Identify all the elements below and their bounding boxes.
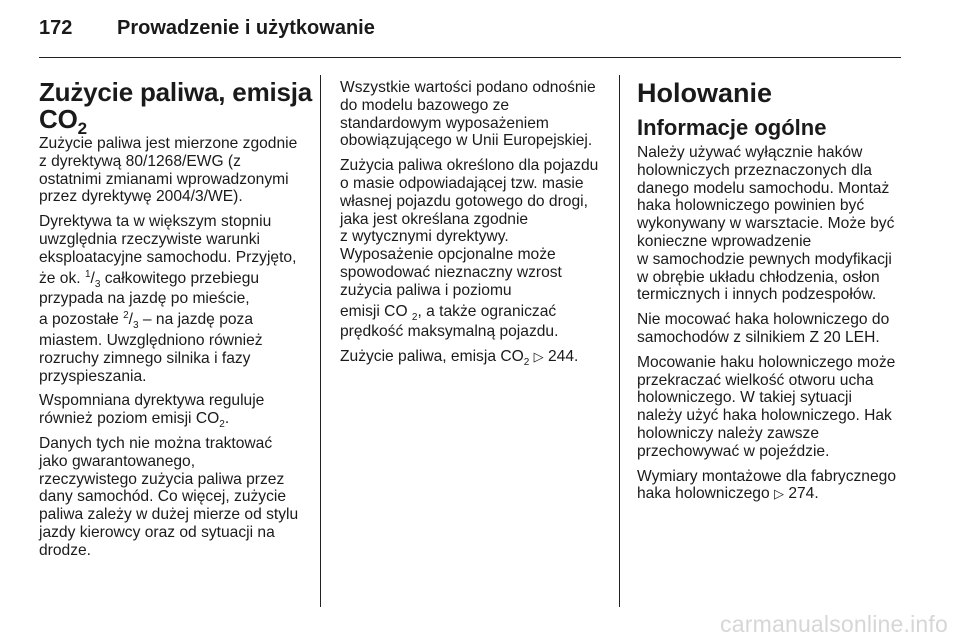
subsection-heading-general: Informacje ogólne: [637, 115, 827, 140]
paragraph-mounting: Mocowanie haku holowniczego może przekraczać wielkość otworu ucha holowniczego. W takiej sytuacji należy użyć haka holowniczego. Hak holowniczy należy zawsze przechowywać w pojeździe.: [637, 353, 896, 460]
page-header: [39, 17, 919, 45]
header-rule: [39, 57, 901, 58]
paragraph-base-model: Wszystkie wartości podano odnośnie do modelu bazowego ze standardowym wyposażeniem obowiązującego w Unii Europejskiej.: [340, 79, 596, 150]
paragraph-cross-reference: Zużycie paliwa, emisja $CO_2$ ▷ 244.: [340, 348, 579, 369]
paragraph-emission: Wspomniana dyrektywa reguluje również poziom emisji $CO_2$.: [39, 392, 265, 431]
paragraph-measurement: Zużycie paliwa jest mierzone zgodnie z dyrektywą 80/1268/EWG (z ostatnimi zmianami wprowadzonymi przez dyrektywę 2004/3/WE).: [39, 135, 298, 206]
column-divider-1: [320, 75, 321, 607]
section-heading-fuel: Zużycie paliwa, emisja $CO_2$: [39, 77, 313, 139]
column-divider-2: [619, 75, 620, 607]
paragraph-directive: Dyrektywa ta w większym stopniu uwzględnia rzeczywiste warunki eksploatacyjne samochodu. Przyjęto, że ok. $^1/_3$ całkowitego przebiegu przypada na jazdę po mieście, a pozostałe $^2/_3$ – na jazdę poza miastem. Uwzględniono również rozruchy zimnego silnika i fazy przyspieszania.: [39, 213, 297, 385]
paragraph-dimensions: Wymiary montażowe dla fabrycznego haka holowniczego ▷ 274.: [637, 467, 896, 503]
arrow-reference-icon: ▷: [533, 349, 544, 365]
column-2: [340, 79, 606, 373]
page-reference-link[interactable]: 244.: [547, 348, 579, 366]
page-number: 172: [39, 17, 73, 39]
paragraph-disclaimer: Danych tych nie można traktować jako gwarantowanego, rzeczywistego zużycia paliwa przez dany samochód. Co więcej, zużycie paliwa zależy w dużej mierze od stylu jazdy kierowcy oraz od sytuacji na drodze.: [39, 434, 299, 559]
paragraph-tow-hooks: Należy używać wyłącznie haków holowniczych przeznaczonych dla danego modelu samochodu. Montaż haka holowniczego powinien być wykonywany w warsztacie. Może być konieczne wprowadzenie w samochodzie pewnych modyfikacji w obrębie układu chłodzenia, osłon termicznych i innych podzespołów.: [637, 144, 895, 304]
section-heading-towing: Holowanie: [637, 78, 773, 108]
page-reference-link[interactable]: 274.: [788, 485, 819, 503]
column-1: [39, 77, 313, 567]
page-title: Prowadzenie i użytkowanie: [117, 17, 375, 39]
column-3: [637, 79, 903, 510]
arrow-reference-icon: ▷: [773, 486, 784, 502]
watermark: carmanualsonline.info: [720, 611, 948, 637]
paragraph-vehicle-mass: Zużycia paliwa określono dla pojazdu o masie odpowiadającej tzw. masie własnej pojazdu gotowego do drogi, jaka jest określana zgodnie z wytycznymi dyrektywy. Wyposażenie opcjonalne może spowodować nieznaczny wzrost zużycia paliwa i poziomu emisji CO $_2$, a także ograniczać prędkość maksymalną pojazdu.: [340, 157, 599, 341]
paragraph-engine-restriction: Nie mocować haka holowniczego do samochodów z silnikiem Z 20 LEH.: [637, 311, 890, 346]
